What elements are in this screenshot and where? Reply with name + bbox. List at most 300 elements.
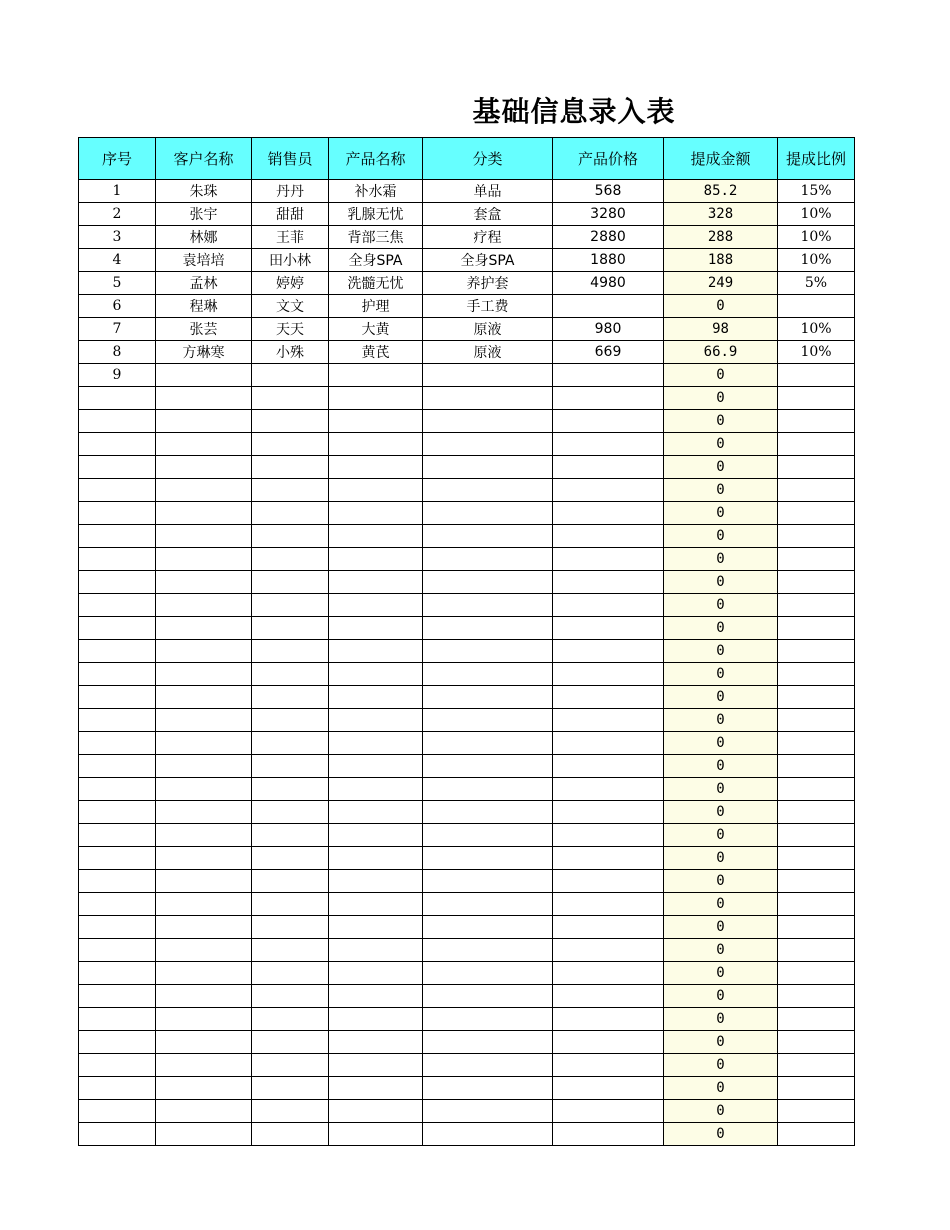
cell-price[interactable] bbox=[553, 939, 664, 962]
cell-commission[interactable]: 0 bbox=[664, 847, 778, 870]
cell-commission[interactable]: 0 bbox=[664, 571, 778, 594]
cell-customer[interactable]: 朱珠 bbox=[156, 180, 252, 203]
cell-price[interactable] bbox=[553, 433, 664, 456]
cell-customer[interactable] bbox=[156, 456, 252, 479]
cell-price[interactable]: 669 bbox=[553, 341, 664, 364]
cell-customer[interactable] bbox=[156, 801, 252, 824]
cell-product[interactable] bbox=[329, 1031, 423, 1054]
cell-category[interactable] bbox=[423, 985, 553, 1008]
cell-customer[interactable]: 程琳 bbox=[156, 295, 252, 318]
cell-customer[interactable] bbox=[156, 1123, 252, 1146]
cell-product[interactable] bbox=[329, 686, 423, 709]
cell-rate[interactable]: 10% bbox=[778, 203, 855, 226]
cell-commission[interactable]: 249 bbox=[664, 272, 778, 295]
cell-customer[interactable] bbox=[156, 617, 252, 640]
cell-price[interactable] bbox=[553, 594, 664, 617]
cell-category[interactable] bbox=[423, 502, 553, 525]
cell-rate[interactable] bbox=[778, 295, 855, 318]
cell-price[interactable] bbox=[553, 571, 664, 594]
cell-product[interactable] bbox=[329, 617, 423, 640]
cell-category[interactable] bbox=[423, 410, 553, 433]
cell-index[interactable] bbox=[79, 870, 156, 893]
cell-product[interactable] bbox=[329, 571, 423, 594]
cell-seller[interactable] bbox=[252, 1031, 329, 1054]
cell-customer[interactable] bbox=[156, 755, 252, 778]
cell-seller[interactable] bbox=[252, 893, 329, 916]
cell-seller[interactable]: 婷婷 bbox=[252, 272, 329, 295]
cell-rate[interactable] bbox=[778, 916, 855, 939]
cell-rate[interactable] bbox=[778, 686, 855, 709]
cell-seller[interactable]: 王菲 bbox=[252, 226, 329, 249]
cell-category[interactable] bbox=[423, 686, 553, 709]
cell-rate[interactable]: 5% bbox=[778, 272, 855, 295]
cell-commission[interactable]: 188 bbox=[664, 249, 778, 272]
cell-product[interactable] bbox=[329, 916, 423, 939]
cell-index[interactable] bbox=[79, 1077, 156, 1100]
cell-commission[interactable]: 66.9 bbox=[664, 341, 778, 364]
cell-commission[interactable]: 0 bbox=[664, 939, 778, 962]
cell-rate[interactable] bbox=[778, 364, 855, 387]
cell-commission[interactable]: 328 bbox=[664, 203, 778, 226]
cell-seller[interactable] bbox=[252, 364, 329, 387]
header-cell-seller[interactable]: 销售员 bbox=[252, 138, 329, 180]
cell-rate[interactable] bbox=[778, 502, 855, 525]
cell-product[interactable] bbox=[329, 778, 423, 801]
cell-rate[interactable]: 10% bbox=[778, 249, 855, 272]
cell-price[interactable] bbox=[553, 1123, 664, 1146]
cell-index[interactable] bbox=[79, 663, 156, 686]
cell-rate[interactable] bbox=[778, 1031, 855, 1054]
cell-price[interactable]: 1880 bbox=[553, 249, 664, 272]
cell-seller[interactable] bbox=[252, 433, 329, 456]
cell-product[interactable] bbox=[329, 502, 423, 525]
cell-index[interactable] bbox=[79, 571, 156, 594]
cell-category[interactable] bbox=[423, 801, 553, 824]
cell-price[interactable] bbox=[553, 1031, 664, 1054]
cell-customer[interactable] bbox=[156, 732, 252, 755]
cell-index[interactable] bbox=[79, 686, 156, 709]
cell-price[interactable] bbox=[553, 456, 664, 479]
cell-commission[interactable]: 0 bbox=[664, 755, 778, 778]
cell-seller[interactable] bbox=[252, 870, 329, 893]
cell-commission[interactable]: 0 bbox=[664, 916, 778, 939]
cell-seller[interactable] bbox=[252, 709, 329, 732]
cell-category[interactable] bbox=[423, 548, 553, 571]
cell-price[interactable] bbox=[553, 893, 664, 916]
cell-rate[interactable] bbox=[778, 1123, 855, 1146]
cell-category[interactable]: 单品 bbox=[423, 180, 553, 203]
cell-price[interactable] bbox=[553, 548, 664, 571]
cell-product[interactable] bbox=[329, 479, 423, 502]
cell-customer[interactable] bbox=[156, 1077, 252, 1100]
cell-customer[interactable] bbox=[156, 847, 252, 870]
cell-customer[interactable] bbox=[156, 548, 252, 571]
cell-customer[interactable] bbox=[156, 479, 252, 502]
cell-price[interactable] bbox=[553, 847, 664, 870]
cell-commission[interactable]: 0 bbox=[664, 525, 778, 548]
cell-rate[interactable] bbox=[778, 456, 855, 479]
cell-category[interactable] bbox=[423, 1123, 553, 1146]
cell-rate[interactable]: 10% bbox=[778, 226, 855, 249]
cell-price[interactable] bbox=[553, 364, 664, 387]
cell-seller[interactable] bbox=[252, 1054, 329, 1077]
cell-index[interactable] bbox=[79, 456, 156, 479]
cell-rate[interactable] bbox=[778, 939, 855, 962]
cell-commission[interactable]: 0 bbox=[664, 594, 778, 617]
cell-price[interactable] bbox=[553, 295, 664, 318]
cell-category[interactable] bbox=[423, 594, 553, 617]
cell-price[interactable] bbox=[553, 686, 664, 709]
cell-index[interactable] bbox=[79, 502, 156, 525]
cell-rate[interactable] bbox=[778, 1077, 855, 1100]
cell-index[interactable]: 5 bbox=[79, 272, 156, 295]
cell-category[interactable] bbox=[423, 916, 553, 939]
cell-seller[interactable] bbox=[252, 985, 329, 1008]
cell-price[interactable] bbox=[553, 824, 664, 847]
cell-customer[interactable] bbox=[156, 433, 252, 456]
cell-seller[interactable] bbox=[252, 755, 329, 778]
cell-customer[interactable] bbox=[156, 686, 252, 709]
cell-rate[interactable] bbox=[778, 1054, 855, 1077]
cell-rate[interactable] bbox=[778, 594, 855, 617]
cell-product[interactable]: 黄芪 bbox=[329, 341, 423, 364]
cell-index[interactable]: 6 bbox=[79, 295, 156, 318]
cell-price[interactable] bbox=[553, 1100, 664, 1123]
cell-seller[interactable]: 丹丹 bbox=[252, 180, 329, 203]
cell-category[interactable]: 套盒 bbox=[423, 203, 553, 226]
cell-customer[interactable] bbox=[156, 939, 252, 962]
cell-category[interactable]: 原液 bbox=[423, 341, 553, 364]
cell-customer[interactable] bbox=[156, 870, 252, 893]
cell-customer[interactable] bbox=[156, 594, 252, 617]
cell-commission[interactable]: 0 bbox=[664, 1077, 778, 1100]
cell-customer[interactable] bbox=[156, 824, 252, 847]
cell-category[interactable] bbox=[423, 778, 553, 801]
cell-category[interactable] bbox=[423, 1100, 553, 1123]
cell-commission[interactable]: 0 bbox=[664, 1008, 778, 1031]
cell-seller[interactable]: 小殊 bbox=[252, 341, 329, 364]
cell-rate[interactable] bbox=[778, 847, 855, 870]
cell-category[interactable] bbox=[423, 870, 553, 893]
cell-commission[interactable]: 0 bbox=[664, 709, 778, 732]
cell-rate[interactable] bbox=[778, 1008, 855, 1031]
cell-index[interactable]: 8 bbox=[79, 341, 156, 364]
cell-price[interactable] bbox=[553, 617, 664, 640]
cell-product[interactable]: 补水霜 bbox=[329, 180, 423, 203]
cell-rate[interactable] bbox=[778, 962, 855, 985]
cell-category[interactable] bbox=[423, 663, 553, 686]
cell-product[interactable] bbox=[329, 709, 423, 732]
cell-index[interactable] bbox=[79, 433, 156, 456]
cell-product[interactable] bbox=[329, 410, 423, 433]
cell-price[interactable] bbox=[553, 525, 664, 548]
cell-product[interactable] bbox=[329, 387, 423, 410]
cell-rate[interactable] bbox=[778, 525, 855, 548]
cell-category[interactable]: 原液 bbox=[423, 318, 553, 341]
header-cell-category[interactable]: 分类 bbox=[423, 138, 553, 180]
cell-price[interactable] bbox=[553, 410, 664, 433]
cell-commission[interactable]: 0 bbox=[664, 1031, 778, 1054]
cell-rate[interactable] bbox=[778, 617, 855, 640]
header-cell-commission[interactable]: 提成金额 bbox=[664, 138, 778, 180]
cell-rate[interactable] bbox=[778, 985, 855, 1008]
cell-customer[interactable] bbox=[156, 410, 252, 433]
cell-index[interactable] bbox=[79, 893, 156, 916]
header-cell-index[interactable]: 序号 bbox=[79, 138, 156, 180]
cell-price[interactable] bbox=[553, 1077, 664, 1100]
cell-seller[interactable] bbox=[252, 456, 329, 479]
cell-product[interactable] bbox=[329, 1123, 423, 1146]
cell-index[interactable] bbox=[79, 410, 156, 433]
cell-category[interactable] bbox=[423, 433, 553, 456]
cell-seller[interactable]: 天天 bbox=[252, 318, 329, 341]
cell-customer[interactable] bbox=[156, 709, 252, 732]
cell-customer[interactable] bbox=[156, 502, 252, 525]
cell-category[interactable] bbox=[423, 640, 553, 663]
cell-product[interactable] bbox=[329, 824, 423, 847]
cell-customer[interactable] bbox=[156, 640, 252, 663]
cell-customer[interactable] bbox=[156, 571, 252, 594]
cell-product[interactable]: 大黄 bbox=[329, 318, 423, 341]
cell-price[interactable] bbox=[553, 755, 664, 778]
header-cell-price[interactable]: 产品价格 bbox=[553, 138, 664, 180]
cell-product[interactable] bbox=[329, 962, 423, 985]
cell-index[interactable] bbox=[79, 939, 156, 962]
cell-customer[interactable] bbox=[156, 778, 252, 801]
cell-customer[interactable] bbox=[156, 387, 252, 410]
cell-product[interactable] bbox=[329, 594, 423, 617]
cell-category[interactable] bbox=[423, 1031, 553, 1054]
cell-index[interactable] bbox=[79, 479, 156, 502]
cell-index[interactable] bbox=[79, 962, 156, 985]
cell-category[interactable] bbox=[423, 709, 553, 732]
cell-product[interactable] bbox=[329, 801, 423, 824]
cell-commission[interactable]: 0 bbox=[664, 801, 778, 824]
cell-commission[interactable]: 0 bbox=[664, 502, 778, 525]
cell-index[interactable]: 2 bbox=[79, 203, 156, 226]
cell-seller[interactable] bbox=[252, 594, 329, 617]
cell-product[interactable] bbox=[329, 364, 423, 387]
cell-seller[interactable] bbox=[252, 847, 329, 870]
cell-customer[interactable]: 张芸 bbox=[156, 318, 252, 341]
cell-commission[interactable]: 0 bbox=[664, 870, 778, 893]
cell-customer[interactable] bbox=[156, 916, 252, 939]
cell-category[interactable] bbox=[423, 824, 553, 847]
cell-index[interactable]: 3 bbox=[79, 226, 156, 249]
cell-category[interactable] bbox=[423, 364, 553, 387]
cell-rate[interactable]: 10% bbox=[778, 318, 855, 341]
cell-commission[interactable]: 0 bbox=[664, 985, 778, 1008]
cell-index[interactable] bbox=[79, 1054, 156, 1077]
header-cell-rate[interactable]: 提成比例 bbox=[778, 138, 855, 180]
cell-price[interactable] bbox=[553, 916, 664, 939]
cell-category[interactable] bbox=[423, 962, 553, 985]
cell-rate[interactable] bbox=[778, 387, 855, 410]
cell-commission[interactable]: 85.2 bbox=[664, 180, 778, 203]
cell-rate[interactable] bbox=[778, 801, 855, 824]
cell-rate[interactable] bbox=[778, 640, 855, 663]
cell-price[interactable]: 980 bbox=[553, 318, 664, 341]
cell-product[interactable]: 洗髓无忧 bbox=[329, 272, 423, 295]
cell-commission[interactable]: 0 bbox=[664, 1123, 778, 1146]
cell-index[interactable] bbox=[79, 755, 156, 778]
cell-category[interactable] bbox=[423, 479, 553, 502]
cell-index[interactable] bbox=[79, 985, 156, 1008]
cell-index[interactable] bbox=[79, 640, 156, 663]
cell-price[interactable] bbox=[553, 1008, 664, 1031]
cell-commission[interactable]: 0 bbox=[664, 962, 778, 985]
cell-price[interactable] bbox=[553, 870, 664, 893]
cell-price[interactable]: 4980 bbox=[553, 272, 664, 295]
cell-seller[interactable] bbox=[252, 1123, 329, 1146]
cell-customer[interactable] bbox=[156, 525, 252, 548]
cell-index[interactable]: 9 bbox=[79, 364, 156, 387]
cell-seller[interactable] bbox=[252, 1077, 329, 1100]
cell-seller[interactable] bbox=[252, 663, 329, 686]
cell-price[interactable] bbox=[553, 479, 664, 502]
cell-product[interactable] bbox=[329, 847, 423, 870]
cell-product[interactable]: 护理 bbox=[329, 295, 423, 318]
cell-rate[interactable] bbox=[778, 571, 855, 594]
cell-index[interactable] bbox=[79, 387, 156, 410]
cell-product[interactable] bbox=[329, 985, 423, 1008]
cell-seller[interactable] bbox=[252, 502, 329, 525]
cell-commission[interactable]: 0 bbox=[664, 778, 778, 801]
cell-price[interactable] bbox=[553, 709, 664, 732]
cell-rate[interactable] bbox=[778, 893, 855, 916]
cell-seller[interactable]: 文文 bbox=[252, 295, 329, 318]
cell-category[interactable] bbox=[423, 732, 553, 755]
cell-price[interactable] bbox=[553, 801, 664, 824]
cell-index[interactable] bbox=[79, 801, 156, 824]
cell-index[interactable] bbox=[79, 1008, 156, 1031]
cell-customer[interactable]: 张宇 bbox=[156, 203, 252, 226]
cell-seller[interactable] bbox=[252, 778, 329, 801]
cell-seller[interactable] bbox=[252, 640, 329, 663]
cell-price[interactable] bbox=[553, 778, 664, 801]
cell-index[interactable] bbox=[79, 709, 156, 732]
cell-index[interactable] bbox=[79, 847, 156, 870]
cell-index[interactable] bbox=[79, 1031, 156, 1054]
cell-commission[interactable]: 0 bbox=[664, 686, 778, 709]
cell-category[interactable] bbox=[423, 847, 553, 870]
cell-product[interactable] bbox=[329, 456, 423, 479]
cell-index[interactable] bbox=[79, 1100, 156, 1123]
cell-seller[interactable] bbox=[252, 686, 329, 709]
cell-customer[interactable] bbox=[156, 1008, 252, 1031]
cell-commission[interactable]: 0 bbox=[664, 364, 778, 387]
cell-commission[interactable]: 0 bbox=[664, 640, 778, 663]
cell-product[interactable] bbox=[329, 755, 423, 778]
cell-rate[interactable] bbox=[778, 824, 855, 847]
cell-product[interactable] bbox=[329, 732, 423, 755]
cell-customer[interactable] bbox=[156, 962, 252, 985]
cell-category[interactable] bbox=[423, 1077, 553, 1100]
cell-seller[interactable] bbox=[252, 548, 329, 571]
cell-customer[interactable]: 林娜 bbox=[156, 226, 252, 249]
cell-product[interactable] bbox=[329, 893, 423, 916]
cell-seller[interactable]: 甜甜 bbox=[252, 203, 329, 226]
cell-rate[interactable] bbox=[778, 410, 855, 433]
cell-seller[interactable] bbox=[252, 410, 329, 433]
cell-category[interactable] bbox=[423, 1054, 553, 1077]
cell-price[interactable] bbox=[553, 640, 664, 663]
cell-index[interactable] bbox=[79, 778, 156, 801]
cell-customer[interactable] bbox=[156, 1031, 252, 1054]
cell-commission[interactable]: 0 bbox=[664, 824, 778, 847]
cell-product[interactable] bbox=[329, 525, 423, 548]
cell-seller[interactable] bbox=[252, 732, 329, 755]
cell-index[interactable]: 4 bbox=[79, 249, 156, 272]
cell-commission[interactable]: 0 bbox=[664, 617, 778, 640]
cell-category[interactable] bbox=[423, 571, 553, 594]
cell-rate[interactable] bbox=[778, 479, 855, 502]
cell-product[interactable] bbox=[329, 1077, 423, 1100]
cell-seller[interactable] bbox=[252, 617, 329, 640]
cell-seller[interactable] bbox=[252, 1008, 329, 1031]
cell-seller[interactable] bbox=[252, 571, 329, 594]
cell-seller[interactable] bbox=[252, 525, 329, 548]
cell-index[interactable] bbox=[79, 824, 156, 847]
cell-price[interactable]: 3280 bbox=[553, 203, 664, 226]
cell-product[interactable]: 背部三焦 bbox=[329, 226, 423, 249]
cell-seller[interactable] bbox=[252, 939, 329, 962]
cell-category[interactable] bbox=[423, 617, 553, 640]
cell-seller[interactable] bbox=[252, 387, 329, 410]
cell-commission[interactable]: 0 bbox=[664, 479, 778, 502]
cell-index[interactable] bbox=[79, 1123, 156, 1146]
cell-commission[interactable]: 0 bbox=[664, 732, 778, 755]
cell-price[interactable] bbox=[553, 985, 664, 1008]
cell-commission[interactable]: 0 bbox=[664, 893, 778, 916]
cell-category[interactable] bbox=[423, 939, 553, 962]
cell-index[interactable]: 1 bbox=[79, 180, 156, 203]
cell-product[interactable] bbox=[329, 433, 423, 456]
cell-index[interactable] bbox=[79, 617, 156, 640]
cell-seller[interactable] bbox=[252, 479, 329, 502]
cell-product[interactable]: 全身SPA bbox=[329, 249, 423, 272]
header-cell-customer[interactable]: 客户名称 bbox=[156, 138, 252, 180]
cell-price[interactable] bbox=[553, 732, 664, 755]
cell-product[interactable] bbox=[329, 1100, 423, 1123]
cell-category[interactable] bbox=[423, 893, 553, 916]
cell-category[interactable]: 疗程 bbox=[423, 226, 553, 249]
cell-rate[interactable]: 15% bbox=[778, 180, 855, 203]
cell-rate[interactable] bbox=[778, 732, 855, 755]
cell-customer[interactable] bbox=[156, 364, 252, 387]
cell-category[interactable]: 手工费 bbox=[423, 295, 553, 318]
cell-seller[interactable] bbox=[252, 916, 329, 939]
cell-category[interactable] bbox=[423, 755, 553, 778]
cell-price[interactable] bbox=[553, 663, 664, 686]
cell-customer[interactable]: 方琳寒 bbox=[156, 341, 252, 364]
cell-customer[interactable]: 孟林 bbox=[156, 272, 252, 295]
cell-customer[interactable] bbox=[156, 663, 252, 686]
cell-index[interactable] bbox=[79, 732, 156, 755]
cell-product[interactable] bbox=[329, 1008, 423, 1031]
cell-seller[interactable] bbox=[252, 801, 329, 824]
cell-index[interactable] bbox=[79, 916, 156, 939]
cell-product[interactable] bbox=[329, 548, 423, 571]
cell-commission[interactable]: 0 bbox=[664, 410, 778, 433]
cell-rate[interactable] bbox=[778, 778, 855, 801]
cell-category[interactable] bbox=[423, 525, 553, 548]
cell-seller[interactable] bbox=[252, 824, 329, 847]
cell-rate[interactable] bbox=[778, 548, 855, 571]
cell-commission[interactable]: 288 bbox=[664, 226, 778, 249]
cell-price[interactable] bbox=[553, 502, 664, 525]
cell-rate[interactable] bbox=[778, 663, 855, 686]
